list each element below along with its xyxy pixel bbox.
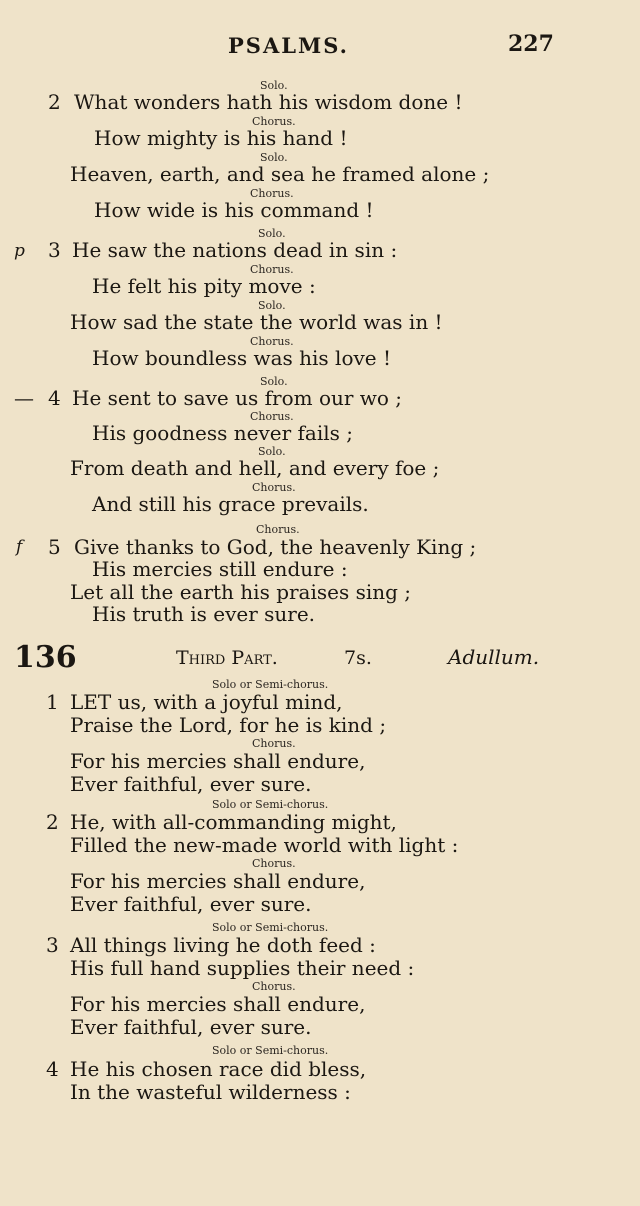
verse-line: His goodness never fails ; (92, 421, 353, 445)
dynamic-mark: — (14, 386, 34, 410)
verse-line: All things living he doth feed : (70, 933, 376, 957)
verse-number: 3 (48, 238, 61, 262)
part-label: Chorus. (252, 115, 296, 128)
part-label: Solo. (260, 79, 288, 92)
verse-line: How boundless was his love ! (92, 346, 392, 370)
part-label: Solo. (260, 151, 288, 164)
verse-line: For his mercies shall endure, (70, 992, 366, 1016)
verse-number: 2 (48, 90, 61, 114)
verse-line: What wonders hath his wisdom done ! (74, 90, 463, 114)
tune-name: Adullum. (448, 645, 540, 669)
part-label: Solo. (258, 299, 286, 312)
verse-line: Ever faithful, ever sure. (70, 772, 312, 796)
verse-line: Heaven, earth, and sea he framed alone ; (70, 162, 490, 186)
verse-line: How sad the state the world was in ! (70, 310, 443, 334)
verse-line: He sent to save us from our wo ; (72, 386, 403, 410)
part-label: Chorus. (250, 335, 294, 348)
part-label: Chorus. (250, 263, 294, 276)
verse-line: For his mercies shall endure, (70, 869, 366, 893)
dynamic-mark: f (16, 537, 23, 557)
hymn-part: Third Part. (176, 647, 278, 669)
part-label: Solo. (260, 375, 288, 388)
dynamic-mark: p (14, 241, 25, 261)
verse-number: 4 (46, 1057, 59, 1081)
verse-number: 5 (48, 535, 61, 559)
verse-line: He his chosen race did bless, (70, 1057, 367, 1081)
verse-line: For his mercies shall endure, (70, 749, 366, 773)
part-label: Solo or Semi-chorus. (212, 798, 329, 811)
verse-line: Filled the new-made world with light : (70, 833, 459, 857)
verse-line: LET us, with a joyful mind, (70, 690, 343, 714)
hymn-meter: 7s. (344, 647, 372, 669)
verse-line: He felt his pity move : (92, 274, 316, 298)
verse-number: 2 (46, 810, 59, 834)
part-label: Solo or Semi-chorus. (212, 1044, 329, 1057)
verse-line: His full hand supplies their need : (70, 956, 415, 980)
verse-number: 1 (46, 690, 59, 714)
part-label: Solo or Semi-chorus. (212, 921, 329, 934)
verse-line: His truth is ever sure. (92, 602, 316, 626)
part-label: Chorus. (256, 523, 300, 536)
part-label: Solo. (258, 227, 286, 240)
verse-line: How wide is his command ! (94, 198, 374, 222)
verse-line: From death and hell, and every foe ; (70, 456, 440, 480)
part-label: Chorus. (252, 857, 296, 870)
verse-line: Ever faithful, ever sure. (70, 892, 312, 916)
verse-line: Give thanks to God, the heavenly King ; (74, 535, 477, 559)
part-label: Solo or Semi-chorus. (212, 678, 329, 691)
verse-number: 4 (48, 386, 61, 410)
running-header-title: PSALMS. (228, 33, 349, 58)
verse-line: Let all the earth his praises sing ; (70, 580, 412, 604)
verse-line: His mercies still endure : (92, 557, 348, 581)
hymn-number: 136 (14, 640, 77, 675)
verse-line: And still his grace prevails. (92, 492, 369, 516)
part-label: Chorus. (250, 187, 294, 200)
verse-line: Praise the Lord, for he is kind ; (70, 713, 387, 737)
part-label: Chorus. (252, 481, 296, 494)
page-number: 227 (508, 31, 554, 57)
verse-line: In the wasteful wilderness : (70, 1080, 351, 1104)
part-label: Chorus. (252, 980, 296, 993)
verse-line: How mighty is his hand ! (94, 126, 348, 150)
verse-line: He, with all-commanding might, (70, 810, 397, 834)
verse-line: He saw the nations dead in sin : (72, 238, 398, 262)
part-label: Solo. (258, 445, 286, 458)
part-label: Chorus. (252, 737, 296, 750)
verse-line: Ever faithful, ever sure. (70, 1015, 312, 1039)
part-label: Chorus. (250, 410, 294, 423)
verse-number: 3 (46, 933, 59, 957)
